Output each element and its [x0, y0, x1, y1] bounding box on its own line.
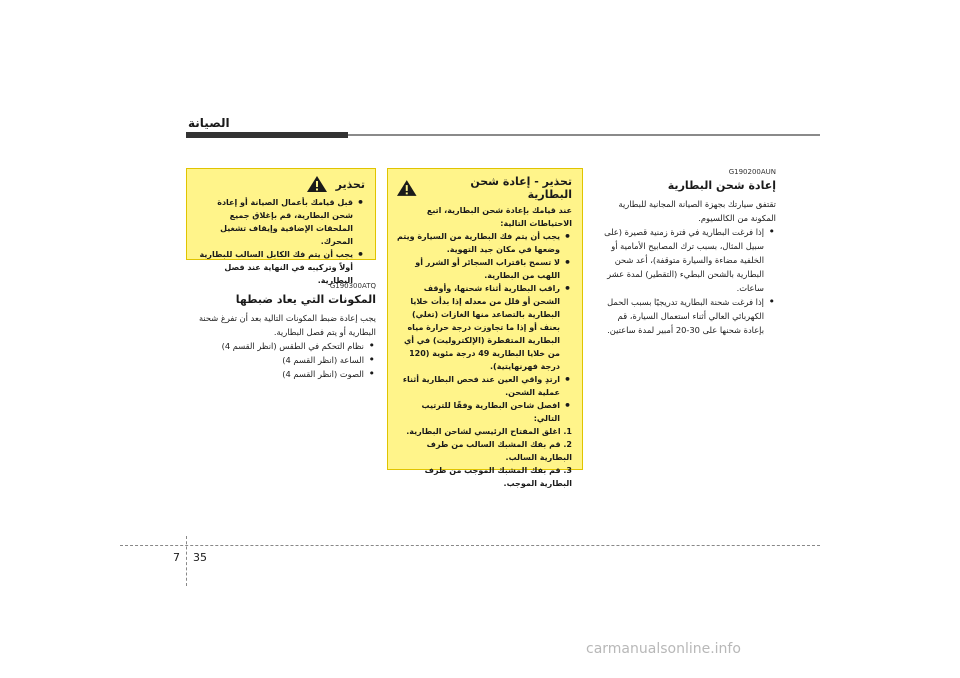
warning-triangle-icon: [306, 175, 328, 193]
list-item: • نظام التحكم في الطقس (انظر القسم 4): [186, 339, 376, 353]
step-item: 1. اغلق المفتاح الرئيسي لشاحن البطارية.: [406, 427, 572, 436]
bullet-list: [598, 225, 776, 337]
list-item: • لا تسمح باقتراب السجائر أو الشرر أو اللهب من البطارية.: [396, 256, 572, 282]
warning-box-maintenance: [186, 168, 376, 285]
section-heading: إعادة شحن البطارية: [667, 179, 776, 192]
section-code: G190300ATQ: [329, 282, 376, 290]
battery-recharge-section: [598, 168, 776, 337]
section-number: 7: [173, 551, 180, 564]
step-item: 3. قم بفك المشبك الموجب من طرف البطارية الموجب.: [424, 466, 572, 488]
warning-header: [195, 175, 365, 193]
list-item: • ارتدِ واقي العين عند فحص البطارية أثناء عملية الشحن.: [396, 373, 572, 399]
footer-vertical-divider: [186, 536, 187, 586]
warning-title: تحذير: [335, 177, 365, 191]
reset-items-section: [186, 282, 376, 381]
step-item: 2. قم بفك المشبك السالب من طرف البطارية السالب.: [426, 440, 572, 462]
list-item: • افصل شاحن البطارية وفقًا للترتيب التالي:: [396, 399, 572, 425]
section-intro: تقتفق سيارتك بجهزة الصيانة المجانية للبطارية المكونة من الكالسيوم.: [618, 199, 776, 223]
warning-list: [396, 230, 572, 425]
footer-divider: [120, 545, 820, 546]
section-intro: يجب إعادة ضبط المكونات التالية بعد أن تفرغ شحنة البطارية أو يتم فصل البطارية.: [198, 313, 376, 337]
bullet-list: [186, 339, 376, 381]
list-item: • إذا فرغت البطارية في فترة زمنية قصيرة (على سبيل المثال، بسبب ترك المصابيح الأمامية أو الخلفية مضاءة والسيارة متوقفة)، أعد شحن البطارية بالشحن البطيء (التقطير) لمدة عشر ساعات.: [598, 225, 776, 295]
warning-triangle-icon: [396, 179, 418, 197]
warning-intro: عند قيامك بإعادة شحن البطارية، اتبع الاحتياطات التالية:: [426, 206, 572, 228]
warning-list: [195, 196, 365, 287]
warning-box-recharge: [387, 168, 583, 488]
warning-header: [396, 175, 572, 201]
header-bar-light: [348, 134, 820, 136]
header-bar-dark: [186, 132, 348, 138]
header-title: الصيانة: [188, 116, 230, 130]
list-item: • الساعة (انظر القسم 4): [186, 353, 376, 367]
list-item: • قبل قيامك بأعمال الصيانة أو إعادة شحن البطارية، قم بإغلاق جميع الملحقات الإضافية وإيقاف تشغيل المحرك.: [195, 196, 365, 248]
list-item: • يجب أن يتم فك الكابل السالب للبطارية أولاً وتركيبه في النهاية عند فصل البطارية.: [195, 248, 365, 287]
section-code: G190200AUN: [728, 168, 776, 176]
watermark-text: carmanualsonline.info: [586, 641, 741, 657]
warning-title: تحذير - إعادة شحن البطارية: [470, 175, 572, 201]
list-item: • يجب أن يتم فك البطارية من السيارة ويتم وضعها في مكان جيد التهوية.: [396, 230, 572, 256]
steps-list: [396, 425, 572, 490]
page-number: 35: [193, 551, 207, 564]
list-item: • راقب البطارية أثناء شحنها، وأوقف الشحن أو قلل من معدله إذا بدأت خلايا البطارية بالتصاعد منها الغازات (تغلي) بعنف أو إذا ما تجاوزت درجة حرارة مياه البطارية المتقطرة (الإلكتروليت) في أي من خلايا البطارية 49 درجة مئوية (120 درجة فهرنهايتية).: [396, 282, 572, 373]
list-item: • إذا فرغت شحنة البطارية تدريجيًا بسبب الحمل الكهربائي العالي أثناء استعمال السيارة، قم بإعادة شحنها على 30-20 أمبير لمدة ساعتين.: [598, 295, 776, 337]
list-item: • الصوت (انظر القسم 4): [186, 367, 376, 381]
section-heading: المكونات التي يعاد ضبطها: [235, 293, 376, 306]
